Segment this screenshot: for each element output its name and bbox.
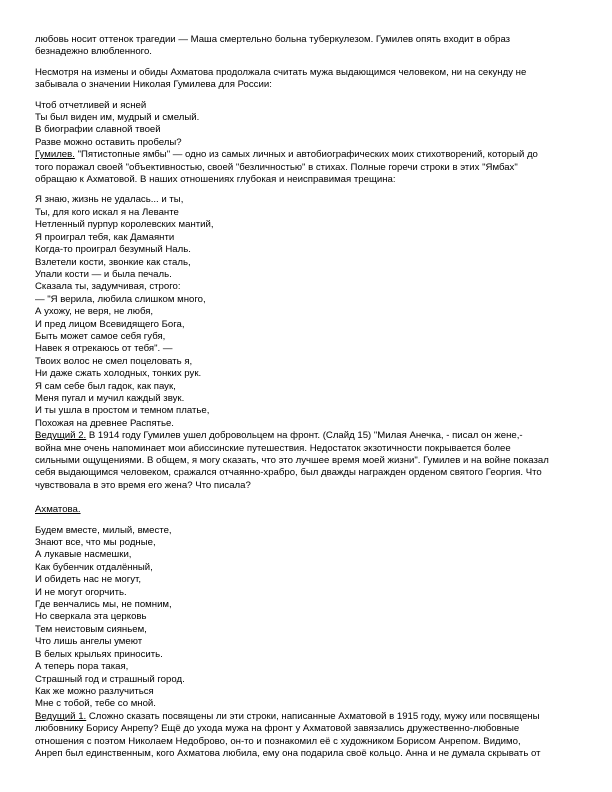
poem-line: В белых крыльях приносить. (35, 648, 163, 660)
text-line: сильными ощущениями. В общем, я могу сказать, что это лучшее время моей жизни". Гумилев и на войне показал (35, 455, 549, 466)
poem-line: Страшный год и страшный город. (35, 673, 185, 685)
poem-stanza-1 (35, 100, 580, 150)
poem-line: Я проиграл тебя, как Дамаянти (35, 231, 175, 243)
poem-stanza-2 (35, 194, 580, 430)
text-line: чувствовала в это время его жена? Что писала? (35, 479, 251, 491)
poem-line: Ни даже сжать холодных, тонких рук. (35, 368, 202, 380)
paragraph-akhmatova-view (35, 67, 580, 92)
poem-line: — "Я верила, любила слишком много, (35, 293, 206, 305)
text-line: война мне очень напоминает мои абиссинские путешествия. Недостаток экзотичности покрывается более (35, 442, 511, 454)
poem-line: Что лишь ангелы умеют (35, 636, 143, 648)
text-line: любовь носит оттенок трагедии — Маша смертельно больна туберкулезом. Гумилев опять входит в образ (35, 34, 511, 45)
document-page (35, 34, 580, 760)
text-line: отношения с поэтом Николаем Недоброво, он-то и познакомил её с художником Борисом Анрепом. Видимо, (35, 735, 521, 747)
speaker-label: Ведущий 1. (35, 710, 87, 722)
speaker-label: Гумилев. (35, 149, 75, 161)
poem-line: Ты был виден им, мудрый и смелый. (35, 112, 200, 124)
poem-line: Но сверкала эта церковь (35, 611, 147, 623)
poem-line: И обидеть нас не могут, (35, 574, 142, 586)
poem-line: Я знаю, жизнь не удалась... и ты, (35, 194, 184, 206)
poem-line: А ухожу, не веря, не любя, (35, 306, 154, 318)
poem-line: Чтоб отчетливей и ясней (35, 99, 147, 111)
poem-line: И ты ушла в простом и темном платье, (35, 405, 210, 417)
paragraph-intro (35, 34, 580, 59)
poem-line: Знают все, что мы родные, (35, 537, 156, 549)
poem-line: Где венчались мы, не помним, (35, 599, 172, 611)
poem-line: Взлетели кости, звонкие как сталь, (35, 256, 191, 268)
poem-line: Когда-то проиграл безумный Наль. (35, 244, 191, 256)
poem-line: А лукавые насмешки, (35, 549, 132, 561)
poem-line: В биографии славной твоей (35, 124, 161, 136)
poem-line: Ты, для кого искал я на Леванте (35, 206, 179, 218)
text-line: безнадежно влюбленного. (35, 46, 152, 58)
poem-line: Меня пугал и мучил каждый звук. (35, 392, 185, 404)
poem-line: А теперь пора такая, (35, 661, 129, 673)
text-line: Ведущий 1. Сложно сказать посвящены ли эти строки, написанные Ахматовой в 1915 году, мужу или посвящены (35, 710, 540, 722)
text-line: того поражал своей "объективностью, своей "безличностью" в стихах. Полные горечи строки в этих "Ямбах" (35, 161, 518, 173)
text-line: Анреп был единственным, кого Ахматова любила, ему она подарила своё кольцо. Анна и не думала скрывать от (35, 747, 541, 759)
poem-line: Будем вместе, милый, вместе, (35, 524, 172, 536)
text-line: обращаю к Ахматовой. В наших отношениях глубокая и неисправимая трещина: (35, 174, 396, 186)
poem-line: Как бубенчик отдалённый, (35, 561, 153, 573)
poem-line: Похожая на древнее Распятье. (35, 417, 174, 429)
paragraph-gumilev (35, 149, 580, 186)
poem-line: Навек я отрекаюсь от тебя". — (35, 343, 173, 355)
text-line: любовнику Борису Анрепу? Ещё до ухода мужа на фронт у Ахматовой завязались дружественно-любовные (35, 723, 520, 735)
poem-line: Я сам себе был гадок, как паук, (35, 380, 176, 392)
text-line: Гумилев. "Пятистопные ямбы" — одно из самых личных и автобиографических моих стихотворений, который до (35, 149, 538, 161)
poem-line: Тем неистовым сияньем, (35, 623, 147, 635)
poem-line: Твоих волос не смел поцеловать я, (35, 355, 193, 367)
poem-stanza-3 (35, 525, 580, 711)
poem-line: Мне с тобой, тебе со мной. (35, 698, 156, 710)
text-line: Ведущий 2. В 1914 году Гумилев ушел добровольцем на фронт. (Слайд 15) "Милая Анечка, - писал он жене,- (35, 430, 523, 442)
poem-line: Разве можно оставить пробелы? (35, 136, 182, 148)
text-line: Несмотря на измены и обиды Ахматова продолжала считать мужа выдающимся человеком, ни на секунду не (35, 66, 527, 78)
poem-line: И не могут огорчить. (35, 586, 127, 598)
text-line: забывала о значении Николая Гумилева для России: (35, 79, 272, 91)
poem-line: И пред лицом Всевидящего Бога, (35, 318, 185, 330)
poem-line: Нетленный пурпур королевских мантий, (35, 219, 214, 231)
speaker-label-akhmatova: Ахматова. (35, 504, 81, 516)
poem-line: Как же можно разлучиться (35, 685, 154, 697)
poem-line: Быть может самое себя губя, (35, 330, 166, 342)
poem-line: Упали кости — и была печаль. (35, 268, 172, 280)
text-line: себя выдающимся человеком, сражался отчаянно-храбро, был дважды награжден орденом святого Георгия. Что (35, 467, 542, 479)
paragraph-vedushchiy-2 (35, 430, 580, 492)
paragraph-vedushchiy-1 (35, 711, 580, 761)
speaker-label: Ведущий 2. (35, 430, 87, 442)
poem-line: Сказала ты, задумчивая, строго: (35, 281, 181, 293)
